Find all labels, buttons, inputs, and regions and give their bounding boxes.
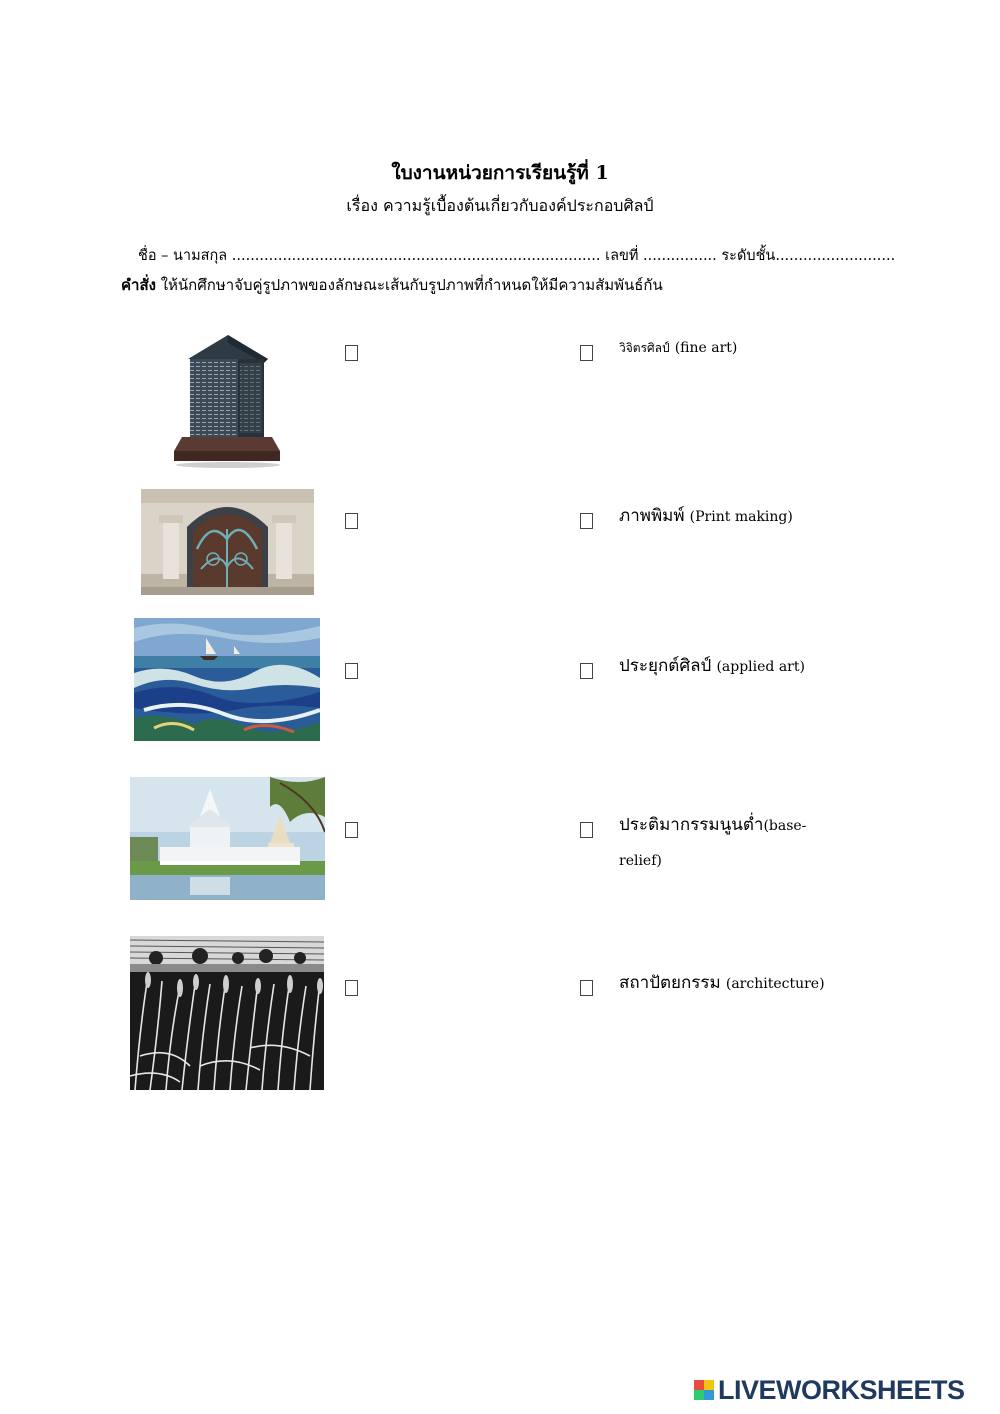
match-box-left-3[interactable] bbox=[345, 663, 358, 679]
match-box-right-2[interactable] bbox=[580, 513, 593, 529]
option-english: (applied art) bbox=[716, 659, 805, 675]
seascape-image bbox=[134, 618, 320, 741]
option-base-relief-cont bbox=[619, 850, 662, 870]
option-thai: ประยุกต์ศิลป์ bbox=[619, 656, 712, 676]
page-subtitle: เรื่อง ความรู้เบื้องต้นเกี่ยวกับองค์ประกอบศิลป์ bbox=[346, 196, 654, 215]
match-box-right-3[interactable] bbox=[580, 663, 593, 679]
number-field[interactable]: ................ bbox=[643, 248, 717, 264]
wheat-print-image bbox=[130, 936, 324, 1090]
name-field[interactable]: ................................................................................ bbox=[231, 248, 601, 264]
stone-pillar-image bbox=[172, 333, 284, 469]
option-thai: ประติมากรรมนูนต่ำ bbox=[619, 815, 764, 835]
page-title: ใบงานหน่วยการเรียนรู้ที่ 1 bbox=[391, 162, 609, 184]
match-box-left-4[interactable] bbox=[345, 822, 358, 838]
option-thai: สถาปัตยกรรม bbox=[619, 973, 721, 993]
option-english: (base- bbox=[763, 818, 807, 834]
class-field[interactable]: .......................... bbox=[775, 248, 896, 264]
option-english-cont: relief) bbox=[619, 853, 662, 869]
option-applied-art bbox=[619, 656, 805, 676]
option-base-relief bbox=[619, 815, 806, 835]
match-box-left-2[interactable] bbox=[345, 513, 358, 529]
class-label: ระดับชั้น bbox=[721, 248, 776, 264]
instruction-label: คำสั่ง bbox=[121, 276, 156, 294]
option-fine-art bbox=[619, 337, 737, 357]
option-english: (fine art) bbox=[674, 340, 738, 356]
match-box-left-5[interactable] bbox=[345, 980, 358, 996]
option-english: (Print making) bbox=[689, 509, 793, 525]
instruction bbox=[121, 273, 663, 297]
number-label: เลขที่ bbox=[605, 248, 639, 264]
match-box-right-1[interactable] bbox=[580, 345, 593, 361]
option-english: (architecture) bbox=[725, 976, 825, 992]
student-fields bbox=[138, 244, 895, 267]
doorway-image bbox=[141, 489, 314, 595]
option-architecture bbox=[619, 973, 825, 993]
instruction-text: ให้นักศึกษาจับคู่รูปภาพของลักษณะเส้นกับรูปภาพที่กำหนดให้มีความสัมพันธ์กัน bbox=[160, 276, 663, 294]
match-box-right-5[interactable] bbox=[580, 980, 593, 996]
option-thai: ภาพพิมพ์ bbox=[619, 506, 685, 526]
match-box-right-4[interactable] bbox=[580, 822, 593, 838]
logo-grid-icon bbox=[694, 1380, 714, 1400]
match-box-left-1[interactable] bbox=[345, 345, 358, 361]
option-print-making bbox=[619, 506, 793, 526]
name-label: ชื่อ – นามสกุล bbox=[138, 248, 228, 264]
white-temple-image bbox=[130, 777, 325, 900]
option-thai: วิจิตรศิลป์ bbox=[619, 341, 670, 355]
brand-name: LIVEWORKSHEETS bbox=[718, 1374, 965, 1405]
liveworksheets-logo[interactable] bbox=[694, 1374, 965, 1406]
